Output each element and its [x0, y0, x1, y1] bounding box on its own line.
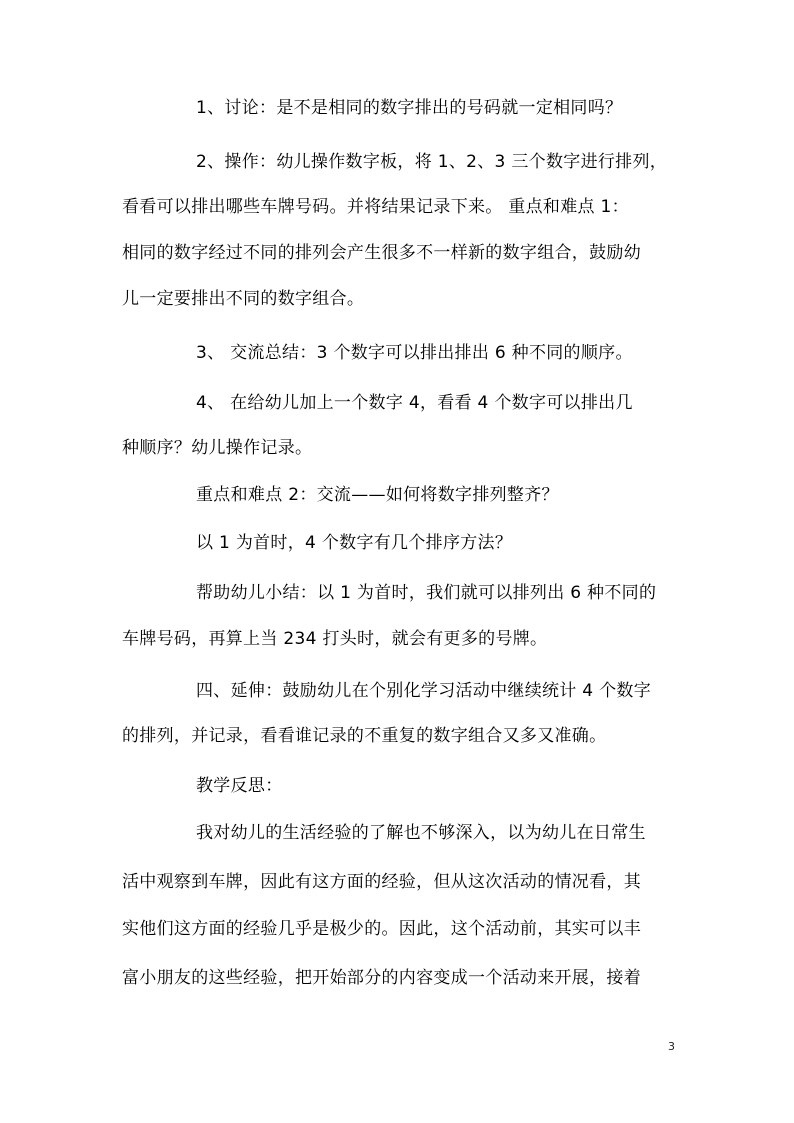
text-line: 实他们这方面的经验几乎是极少的。因此，这个活动前，其实可以丰: [122, 919, 641, 939]
text-line: 4、 在给幼儿加上一个数字 4，看看 4 个数字可以排出几: [196, 393, 633, 413]
text-line: 以 1 为首时，4 个数字有几个排序方法？: [196, 533, 513, 553]
text-line: 四、延伸：鼓励幼儿在个别化学习活动中继续统计 4 个数字: [196, 681, 652, 701]
text-line: 2、操作：幼儿操作数字板，将 1、2、3 三个数字进行排列，: [196, 152, 668, 172]
text-line: 富小朋友的这些经验，把开始部分的内容变成一个活动来开展，接着: [122, 968, 641, 988]
text-line: 3、 交流总结：3 个数字可以排出排出 6 种不同的顺序。: [196, 343, 633, 363]
text-line: 的排列，并记录，看看谁记录的不重复的数字组合又多又准确。: [122, 726, 607, 746]
text-line: 1、讨论：是不是相同的数字排出的号码就一定相同吗？: [196, 98, 623, 118]
text-line: 重点和难点 2：交流——如何将数字排列整齐？: [196, 485, 559, 505]
text-line: 相同的数字经过不同的排列会产生很多不一样新的数字组合，鼓励幼: [122, 243, 641, 263]
text-line: 车牌号码，再算上当 234 打头时，就会有更多的号牌。: [122, 629, 548, 649]
text-line: 看看可以排出哪些车牌号码。并将结果记录下来。 重点和难点 1：: [122, 197, 629, 217]
text-line: 活中观察到车牌，因此有这方面的经验，但从这次活动的情况看，其: [122, 872, 641, 892]
text-line: 教学反思：: [196, 776, 283, 796]
text-line: 儿一定要排出不同的数字组合。: [122, 289, 365, 309]
page-number: 3: [668, 1040, 675, 1053]
text-line: 种顺序？幼儿操作记录。: [122, 438, 313, 458]
text-line: 帮助幼儿小结：以 1 为首时，我们就可以排列出 6 种不同的: [196, 583, 657, 603]
text-line: 我对幼儿的生活经验的了解也不够深入，以为幼儿在日常生: [196, 823, 646, 843]
